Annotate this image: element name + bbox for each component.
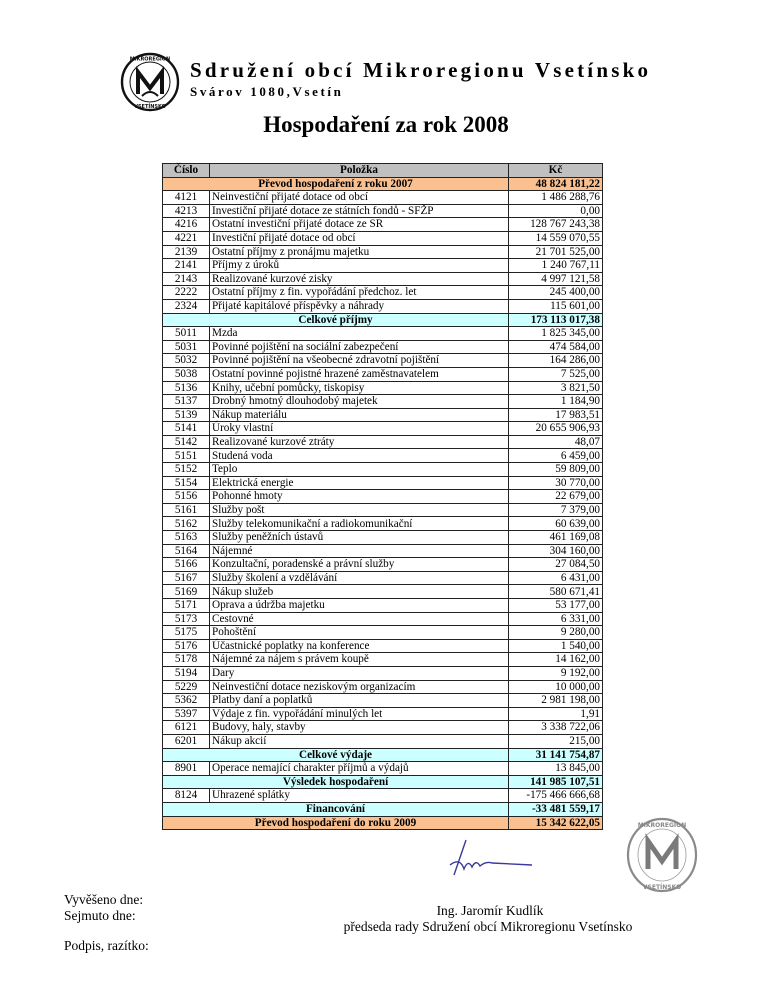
item-code: 5139 [163, 408, 210, 422]
item-amount: 22 679,00 [509, 490, 603, 504]
closing-balance-row-label: Převod hospodaření do roku 2009 [163, 816, 509, 830]
table-row [163, 381, 603, 395]
item-amount: 13 845,00 [509, 762, 603, 776]
table-row [163, 558, 603, 572]
item-code: 6121 [163, 721, 210, 735]
document-title: Hospodaření za rok 2008 [263, 112, 509, 137]
item-code: 6201 [163, 734, 210, 748]
table-row [163, 449, 603, 463]
item-code: 5011 [163, 327, 210, 341]
result-row [163, 775, 603, 789]
item-name: Neinvestiční přijaté dotace od obcí [210, 191, 509, 205]
svg-text:MIKROREGION: MIKROREGION [637, 822, 687, 829]
item-amount: 10 000,00 [509, 680, 603, 694]
table-row [163, 286, 603, 300]
item-amount: 215,00 [509, 734, 603, 748]
item-amount: 304 160,00 [509, 544, 603, 558]
organization-address: Svárov 1080,Vsetín [190, 84, 344, 99]
item-amount: 164 286,00 [509, 354, 603, 368]
item-amount: 7 525,00 [509, 367, 603, 381]
financial-table [162, 163, 603, 830]
item-name: Platby daní a poplatků [210, 694, 509, 708]
result-row-label: Výsledek hospodaření [163, 775, 509, 789]
table-row [163, 599, 603, 613]
opening-balance-row-amount: 48 824 181,22 [509, 177, 603, 191]
item-name: Elektrická energie [210, 476, 509, 490]
item-amount: 6 331,00 [509, 612, 603, 626]
item-code: 5137 [163, 395, 210, 409]
table-row [163, 476, 603, 490]
item-code: 4121 [163, 191, 210, 205]
signature-stamp-label: Podpis, razítko: [64, 938, 149, 953]
item-code: 4221 [163, 231, 210, 245]
publication-notes [64, 892, 149, 954]
item-name: Mzda [210, 327, 509, 341]
item-amount: 20 655 906,93 [509, 422, 603, 436]
closing-balance-row [163, 816, 603, 830]
item-amount: 0,00 [509, 204, 603, 218]
item-code: 5175 [163, 626, 210, 640]
item-amount: 1 486 288,76 [509, 191, 603, 205]
item-name: Neinvestiční dotace neziskovým organizacím [210, 680, 509, 694]
item-name: Oprava a údržba majetku [210, 599, 509, 613]
opening-balance-row-label: Převod hospodaření z roku 2007 [163, 177, 509, 191]
mikroregion-logo-icon [120, 52, 180, 112]
item-name: Investiční přijaté dotace od obcí [210, 231, 509, 245]
table-row [163, 571, 603, 585]
item-name: Uhrazené splátky [210, 789, 509, 803]
item-code: 5151 [163, 449, 210, 463]
item-amount: 245 400,00 [509, 286, 603, 300]
income-total-row [163, 313, 603, 327]
item-amount: 474 584,00 [509, 340, 603, 354]
item-name: Povinné pojištění na všeobecné zdravotní pojištění [210, 354, 509, 368]
removed-date-label: Sejmuto dne: [64, 907, 136, 923]
item-amount: 4 997 121,58 [509, 272, 603, 286]
item-code: 5176 [163, 639, 210, 653]
table-row [163, 680, 603, 694]
item-code: 2139 [163, 245, 210, 259]
item-name: Nájemné za nájem s právem koupě [210, 653, 509, 667]
item-name: Nájemné [210, 544, 509, 558]
item-code: 5163 [163, 531, 210, 545]
item-amount: 14 162,00 [509, 653, 603, 667]
item-code: 5141 [163, 422, 210, 436]
item-code: 5031 [163, 340, 210, 354]
table-row [163, 626, 603, 640]
table-row [163, 367, 603, 381]
item-code: 4216 [163, 218, 210, 232]
item-name: Drobný hmotný dlouhodobý majetek [210, 395, 509, 409]
income-total-row-label: Celkové příjmy [163, 313, 509, 327]
item-code: 5162 [163, 517, 210, 531]
signer-role: předseda rady Sdružení obcí Mikroregionu Vsetínsko [343, 919, 633, 934]
table-row [163, 490, 603, 504]
item-code: 5229 [163, 680, 210, 694]
item-amount: 6 431,00 [509, 571, 603, 585]
item-code: 2324 [163, 299, 210, 313]
table-row [163, 272, 603, 286]
item-amount: 9 280,00 [509, 626, 603, 640]
item-code: 8901 [163, 762, 210, 776]
item-name: Budovy, haly, stavby [210, 721, 509, 735]
item-code: 2222 [163, 286, 210, 300]
item-code: 2143 [163, 272, 210, 286]
item-name: Realizované kurzové ztráty [210, 435, 509, 449]
table-row [163, 354, 603, 368]
item-name: Přijaté kapitálové příspěvky a náhrady [210, 299, 509, 313]
item-amount: 21 701 525,00 [509, 245, 603, 259]
item-amount: 3 338 722,06 [509, 721, 603, 735]
table-row [163, 517, 603, 531]
item-amount: 30 770,00 [509, 476, 603, 490]
item-name: Ostatní příjmy z pronájmu majetku [210, 245, 509, 259]
item-name: Účastnické poplatky na konference [210, 639, 509, 653]
item-name: Studená voda [210, 449, 509, 463]
table-row [163, 707, 603, 721]
item-name: Realizované kurzové zisky [210, 272, 509, 286]
item-name: Ostatní investiční přijaté dotace ze SR [210, 218, 509, 232]
item-amount: 17 983,51 [509, 408, 603, 422]
item-amount: 1 240 767,11 [509, 259, 603, 273]
table-row [163, 653, 603, 667]
item-code: 5171 [163, 599, 210, 613]
item-amount: 1 540,00 [509, 639, 603, 653]
item-name: Výdaje z fin. vypořádání minulých let [210, 707, 509, 721]
svg-text:VSETÍNSKO: VSETÍNSKO [134, 104, 166, 110]
item-name: Služby pošt [210, 503, 509, 517]
column-header-code: Číslo [163, 164, 210, 178]
item-code: 5142 [163, 435, 210, 449]
financing-row-label: Financování [163, 802, 509, 816]
signer-block [340, 903, 640, 935]
item-code: 5152 [163, 463, 210, 477]
item-amount: 3 821,50 [509, 381, 603, 395]
item-amount: 27 084,50 [509, 558, 603, 572]
item-amount: 461 169,08 [509, 531, 603, 545]
item-name: Teplo [210, 463, 509, 477]
item-name: Nákup materiálu [210, 408, 509, 422]
item-amount: 115 601,00 [509, 299, 603, 313]
table-row [163, 544, 603, 558]
item-name: Konzultační, poradenské a právní služby [210, 558, 509, 572]
table-row [163, 531, 603, 545]
item-amount: 59 809,00 [509, 463, 603, 477]
item-name: Ostatní povinné pojistné hrazené zaměstnavatelem [210, 367, 509, 381]
closing-balance-row-amount: 15 342 622,05 [509, 816, 603, 830]
svg-text:VSETÍNSKO: VSETÍNSKO [642, 884, 682, 891]
table-row [163, 463, 603, 477]
item-code: 4213 [163, 204, 210, 218]
table-row [163, 191, 603, 205]
table-row [163, 231, 603, 245]
financing-row-amount: -33 481 559,17 [509, 802, 603, 816]
item-code: 5156 [163, 490, 210, 504]
item-code: 8124 [163, 789, 210, 803]
result-row-amount: 141 985 107,51 [509, 775, 603, 789]
item-code: 5032 [163, 354, 210, 368]
item-name: Operace nemající charakter příjmů a výdajů [210, 762, 509, 776]
table-row [163, 694, 603, 708]
item-amount: 1 825 345,00 [509, 327, 603, 341]
column-header-item: Položka [210, 164, 509, 178]
item-name: Povinné pojištění na sociální zabezpečení [210, 340, 509, 354]
table-row [163, 218, 603, 232]
item-name: Služby školení a vzdělávání [210, 571, 509, 585]
item-name: Služby telekomunikační a radiokomunikační [210, 517, 509, 531]
opening-balance-row [163, 177, 603, 191]
handwritten-signature-icon [440, 835, 540, 880]
item-name: Nákup služeb [210, 585, 509, 599]
item-amount: 580 671,41 [509, 585, 603, 599]
item-code: 5161 [163, 503, 210, 517]
posted-date-label: Vyvěšeno dne: [64, 892, 144, 907]
financing-row [163, 802, 603, 816]
column-header-amount: Kč [509, 164, 603, 178]
item-code: 5166 [163, 558, 210, 572]
item-name: Pohoštění [210, 626, 509, 640]
item-amount: 1,91 [509, 707, 603, 721]
item-code: 5173 [163, 612, 210, 626]
item-code: 5397 [163, 707, 210, 721]
expense-total-row-amount: 31 141 754,87 [509, 748, 603, 762]
official-stamp-icon [624, 815, 700, 895]
item-code: 5194 [163, 666, 210, 680]
item-amount: 48,07 [509, 435, 603, 449]
item-amount: 7 379,00 [509, 503, 603, 517]
item-amount: 1 184,90 [509, 395, 603, 409]
item-name: Cestovné [210, 612, 509, 626]
item-code: 5167 [163, 571, 210, 585]
item-name: Služby peněžních ústavů [210, 531, 509, 545]
item-name: Pohonné hmoty [210, 490, 509, 504]
table-row [163, 245, 603, 259]
table-row [163, 299, 603, 313]
table-row [163, 734, 603, 748]
item-amount: -175 466 666,68 [509, 789, 603, 803]
expense-total-row-label: Celkové výdaje [163, 748, 509, 762]
table-body [163, 177, 603, 830]
item-code: 5154 [163, 476, 210, 490]
table-row [163, 503, 603, 517]
table-row [163, 639, 603, 653]
table-row [163, 612, 603, 626]
table-row [163, 721, 603, 735]
table-row [163, 408, 603, 422]
table-row [163, 762, 603, 776]
table-row [163, 435, 603, 449]
item-name: Příjmy z úroků [210, 259, 509, 273]
table-row [163, 327, 603, 341]
table-row [163, 204, 603, 218]
item-code: 5038 [163, 367, 210, 381]
table-row [163, 585, 603, 599]
item-name: Ostatní příjmy z fin. vypořádání předchoz. let [210, 286, 509, 300]
item-amount: 53 177,00 [509, 599, 603, 613]
item-amount: 2 981 198,00 [509, 694, 603, 708]
item-amount: 128 767 243,38 [509, 218, 603, 232]
item-code: 5169 [163, 585, 210, 599]
item-name: Knihy, učební pomůcky, tiskopisy [210, 381, 509, 395]
table-row [163, 340, 603, 354]
item-code: 5164 [163, 544, 210, 558]
table-row [163, 422, 603, 436]
signer-name: Ing. Jaromír Kudlík [436, 903, 544, 918]
item-code: 5136 [163, 381, 210, 395]
item-name: Nákup akcií [210, 734, 509, 748]
table-row [163, 789, 603, 803]
income-total-row-amount: 173 113 017,38 [509, 313, 603, 327]
item-name: Dary [210, 666, 509, 680]
table-row [163, 259, 603, 273]
organization-name: Sdružení obcí Mikroregionu Vsetínsko [190, 58, 652, 82]
item-name: Investiční přijaté dotace ze státních fondů - SFŽP [210, 204, 509, 218]
item-amount: 60 639,00 [509, 517, 603, 531]
table-row [163, 395, 603, 409]
table-row [163, 666, 603, 680]
expense-total-row [163, 748, 603, 762]
item-code: 5178 [163, 653, 210, 667]
svg-text:MIKROREGION: MIKROREGION [129, 56, 171, 63]
item-amount: 9 192,00 [509, 666, 603, 680]
item-code: 5362 [163, 694, 210, 708]
item-amount: 14 559 070,55 [509, 231, 603, 245]
item-code: 2141 [163, 259, 210, 273]
item-amount: 6 459,00 [509, 449, 603, 463]
table-header-row [163, 164, 603, 178]
item-name: Úroky vlastní [210, 422, 509, 436]
